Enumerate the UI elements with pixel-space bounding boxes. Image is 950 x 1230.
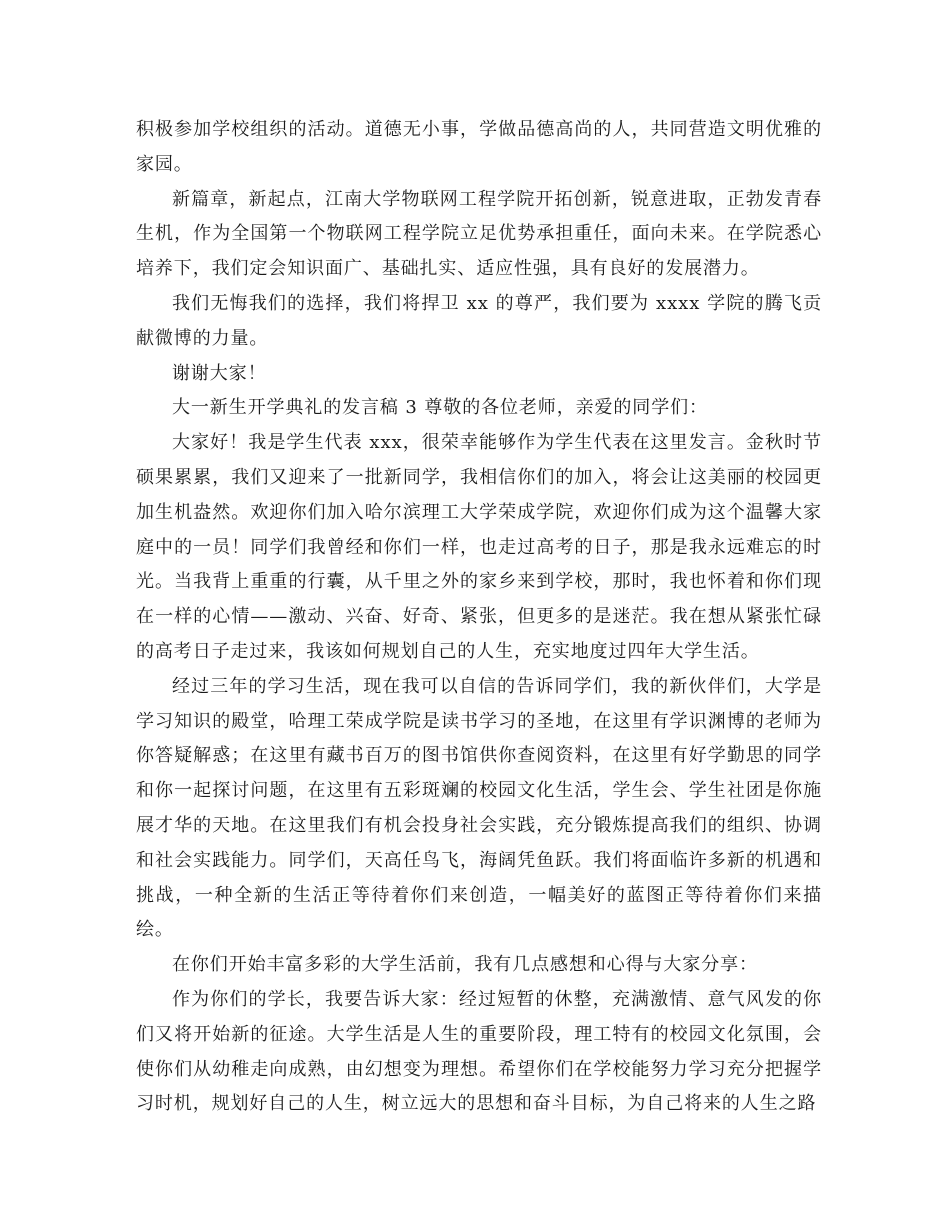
document-body [136,113,822,1122]
paragraph-speech-3-heading: 大一新生开学典礼的发言稿 3 尊敬的各位老师，亲爱的同学们： [172,397,708,419]
paragraph-three-years: 经过三年的学习生活，现在我可以自信的告诉同学们，我的新伙伴们，大学是学习知识的殿堂，哈理工荣成学院是读书学习的圣地，在这里有学识渊博的老师为你答疑解惑；在这里有藏书百万的图书馆供你查阅资料，在这里有好学勤思的同学和你一起探讨问题，在这里有五彩斑斓的校园文化生活，学生会、学生社团是你施展才华的天地。在这里我们有机会投身社会实践，充分锻炼提高我们的组织、协调和社会实践能力。同学们，天高任鸟飞，海阔凭鱼跃。我们将面临许多新的机遇和挑战，一种全新的生活正等待着你们来创造，一幅美好的蓝图正等待着你们来描绘。 [136,675,822,941]
paragraph-thanks: 谢谢大家！ [172,362,267,384]
paragraph-continuation: 积极参加学校组织的活动。道德无小事，学做品德高尚的人，共同营造文明优雅的家园。 [136,119,822,175]
paragraph-share-intro: 在你们开始丰富多彩的大学生活前，我有几点感想和心得与大家分享： [172,954,758,976]
paragraph-new-chapter: 新篇章，新起点，江南大学物联网工程学院开拓创新，锐意进取，正勃发青春生机，作为全国第一个物联网工程学院立足优势承担重任，面向未来。在学院悉心培养下，我们定会知识面广、基础扎实、适应性强，具有良好的发展潜力。 [136,188,822,280]
paragraph-as-senior: 作为你们的学长，我要告诉大家：经过短暂的休整，充满激情、意气风发的你们又将开始新的征途。大学生活是人生的重要阶段，理工特有的校园文化氛围，会使你们从幼稚走向成熟，由幻想变为理想。希望你们在学校能努力学习充分把握学习时机，规划好自己的人生，树立远大的思想和奋斗目标，为自己将来的人生之路 [136,988,822,1115]
paragraph-no-regret: 我们无悔我们的选择，我们将捍卫 xx 的尊严，我们要为 xxxx 学院的腾飞贡献微博的力量。 [136,292,822,349]
paragraph-greeting: 大家好！我是学生代表 xxx，很荣幸能够作为学生代表在这里发言。金秋时节硕果累累，我们又迎来了一批新同学，我相信你们的加入，将会让这美丽的校园更加生机盎然。欢迎你们加入哈尔滨理工大学荣成学院，欢迎你们成为这个温馨大家庭中的一员！同学们我曾经和你们一样，也走过高考的日子，那是我永远难忘的时光。当我背上重重的行囊，从千里之外的家乡来到学校，那时，我也怀着和你们现在一样的心情——激动、兴奋、好奇、紧张，但更多的是迷茫。我在想从紧张忙碌的高考日子走过来，我该如何规划自己的人生，充实地度过四年大学生活。 [136,432,822,662]
